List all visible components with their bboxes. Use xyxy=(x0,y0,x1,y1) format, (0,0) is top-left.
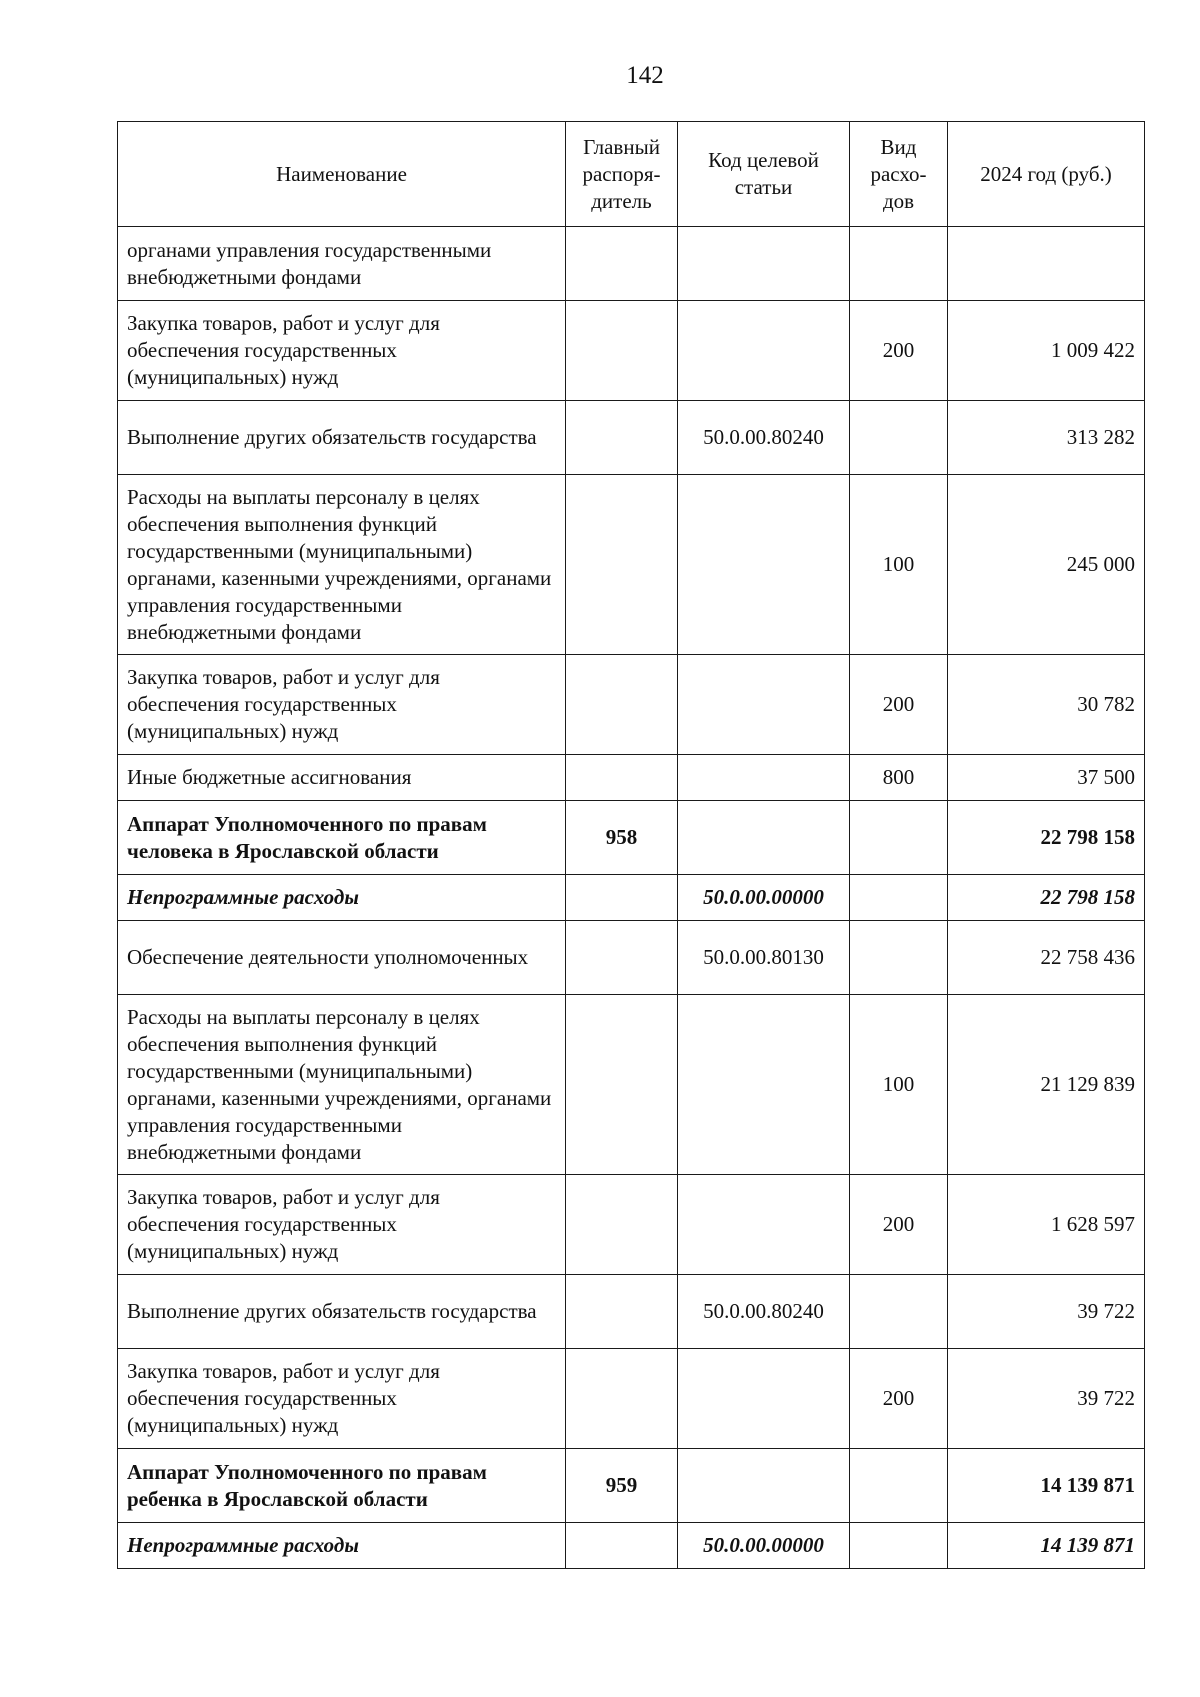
row-expense-type xyxy=(850,227,948,301)
row-name: Иные бюджетные ассигнования xyxy=(118,755,566,801)
row-name: Аппарат Уполномоченного по правам человека в Ярославской области xyxy=(118,801,566,875)
table-row xyxy=(118,1523,1145,1569)
row-expense-type: 200 xyxy=(850,301,948,401)
row-name: Аппарат Уполномоченного по правам ребенка в Ярославской области xyxy=(118,1449,566,1523)
row-target-code: 50.0.00.80130 xyxy=(678,921,850,995)
budget-table xyxy=(117,121,1145,1569)
row-distributor xyxy=(566,921,678,995)
row-target-code xyxy=(678,995,850,1175)
row-amount xyxy=(948,227,1145,301)
row-name: Выполнение других обязательств государства xyxy=(118,401,566,475)
row-expense-type xyxy=(850,921,948,995)
row-distributor xyxy=(566,301,678,401)
row-target-code xyxy=(678,801,850,875)
row-expense-type xyxy=(850,1449,948,1523)
table-row xyxy=(118,995,1145,1175)
row-name: Непрограммные расходы xyxy=(118,1523,566,1569)
row-amount: 1 628 597 xyxy=(948,1175,1145,1275)
table-row xyxy=(118,227,1145,301)
row-amount: 22 758 436 xyxy=(948,921,1145,995)
table-row xyxy=(118,875,1145,921)
row-distributor xyxy=(566,875,678,921)
row-target-code xyxy=(678,755,850,801)
row-amount: 1 009 422 xyxy=(948,301,1145,401)
row-expense-type xyxy=(850,1523,948,1569)
table-row xyxy=(118,1349,1145,1449)
row-distributor xyxy=(566,995,678,1175)
row-expense-type: 200 xyxy=(850,655,948,755)
table-row xyxy=(118,655,1145,755)
table-row xyxy=(118,301,1145,401)
header-expense-type: Вид расхо-дов xyxy=(850,122,948,227)
row-expense-type xyxy=(850,875,948,921)
row-name: Выполнение других обязательств государства xyxy=(118,1275,566,1349)
table-row xyxy=(118,755,1145,801)
row-amount: 14 139 871 xyxy=(948,1449,1145,1523)
row-distributor xyxy=(566,1349,678,1449)
row-target-code: 50.0.00.00000 xyxy=(678,875,850,921)
row-amount: 313 282 xyxy=(948,401,1145,475)
row-distributor xyxy=(566,1275,678,1349)
row-name: Закупка товаров, работ и услуг для обеспечения государственных (муниципальных) нужд xyxy=(118,1349,566,1449)
row-name: Закупка товаров, работ и услуг для обеспечения государственных (муниципальных) нужд xyxy=(118,655,566,755)
table-row xyxy=(118,401,1145,475)
row-expense-type xyxy=(850,1275,948,1349)
row-name: Непрограммные расходы xyxy=(118,875,566,921)
row-target-code: 50.0.00.80240 xyxy=(678,1275,850,1349)
row-target-code xyxy=(678,655,850,755)
row-amount: 39 722 xyxy=(948,1275,1145,1349)
table-row xyxy=(118,475,1145,655)
row-expense-type xyxy=(850,801,948,875)
table-row xyxy=(118,1275,1145,1349)
row-amount: 22 798 158 xyxy=(948,875,1145,921)
row-distributor: 958 xyxy=(566,801,678,875)
row-target-code xyxy=(678,301,850,401)
row-name: Расходы на выплаты персоналу в целях обеспечения выполнения функций государственными (муниципальными) органами, казенными учреждениями, органами управления государственными внебюджетными фондами xyxy=(118,475,566,655)
row-target-code xyxy=(678,1449,850,1523)
table-row xyxy=(118,801,1145,875)
row-target-code xyxy=(678,1175,850,1275)
row-distributor xyxy=(566,401,678,475)
row-expense-type xyxy=(850,401,948,475)
row-name: органами управления государственными внебюджетными фондами xyxy=(118,227,566,301)
header-target-code: Код целевой статьи xyxy=(678,122,850,227)
table-row xyxy=(118,1175,1145,1275)
row-name: Расходы на выплаты персоналу в целях обеспечения выполнения функций государственными (муниципальными) органами, казенными учреждениями, органами управления государственными внебюджетными фондами xyxy=(118,995,566,1175)
row-amount: 30 782 xyxy=(948,655,1145,755)
row-amount: 37 500 xyxy=(948,755,1145,801)
table-header-row xyxy=(118,122,1145,227)
row-amount: 21 129 839 xyxy=(948,995,1145,1175)
row-expense-type: 200 xyxy=(850,1349,948,1449)
row-target-code: 50.0.00.00000 xyxy=(678,1523,850,1569)
row-name: Закупка товаров, работ и услуг для обеспечения государственных (муниципальных) нужд xyxy=(118,301,566,401)
row-distributor xyxy=(566,655,678,755)
row-distributor xyxy=(566,475,678,655)
row-expense-type: 800 xyxy=(850,755,948,801)
row-name: Закупка товаров, работ и услуг для обеспечения государственных (муниципальных) нужд xyxy=(118,1175,566,1275)
header-name: Наименование xyxy=(118,122,566,227)
row-amount: 39 722 xyxy=(948,1349,1145,1449)
row-amount: 14 139 871 xyxy=(948,1523,1145,1569)
row-amount: 22 798 158 xyxy=(948,801,1145,875)
row-expense-type: 100 xyxy=(850,995,948,1175)
row-target-code xyxy=(678,227,850,301)
row-name: Обеспечение деятельности уполномоченных xyxy=(118,921,566,995)
row-target-code: 50.0.00.80240 xyxy=(678,401,850,475)
row-expense-type: 200 xyxy=(850,1175,948,1275)
row-distributor: 959 xyxy=(566,1449,678,1523)
row-distributor xyxy=(566,227,678,301)
table-row xyxy=(118,1449,1145,1523)
row-distributor xyxy=(566,1523,678,1569)
page-number: 142 xyxy=(626,62,664,89)
header-amount-2024: 2024 год (руб.) xyxy=(948,122,1145,227)
row-expense-type: 100 xyxy=(850,475,948,655)
header-distributor: Главный распоря-дитель xyxy=(566,122,678,227)
table-row xyxy=(118,921,1145,995)
row-target-code xyxy=(678,1349,850,1449)
row-target-code xyxy=(678,475,850,655)
row-amount: 245 000 xyxy=(948,475,1145,655)
row-distributor xyxy=(566,1175,678,1275)
row-distributor xyxy=(566,755,678,801)
